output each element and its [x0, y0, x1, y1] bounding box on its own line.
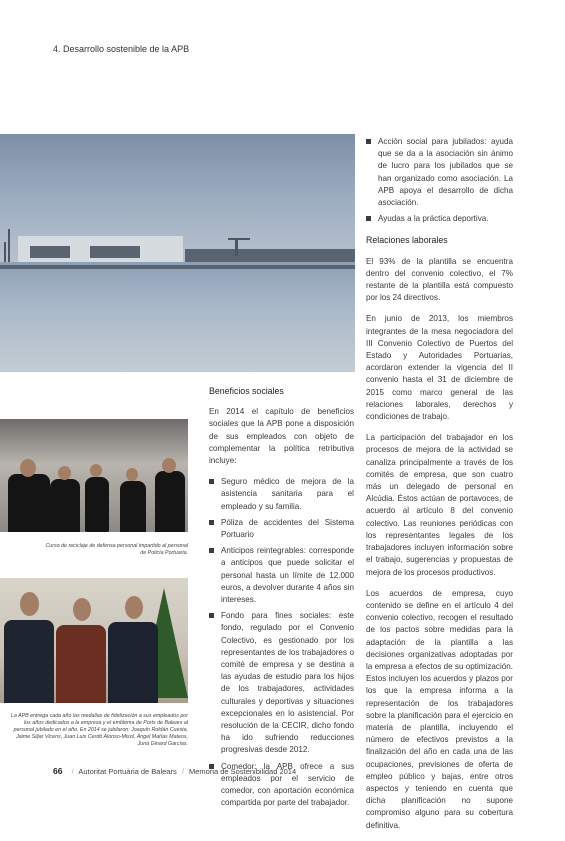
beneficios-heading: Beneficios sociales	[209, 386, 284, 396]
social-list	[366, 136, 513, 225]
harbor-photo	[0, 134, 355, 372]
paragraph: La participación del trabajador en los procesos de mejora de la actividad se canaliza principalmente a través de los comités de empresa, que son cuatro más un delegado de personal en Alcúdia. Éstos actúan de portavoces, de acuerdo al artículo 8 del convenio colectivo. Las reuniones periódicas con los representantes legales de los trabajadores incluyen información sobre el trabajo, sugerencias y propuestas de mejora de los procesos productivos.	[366, 433, 513, 577]
list-item: Acción social para jubilados: ayuda que se da a la asociación sin ánimo de lucro para los jubilados que se han organizado como asociación. La APB apoya el desarrollo de dicha asociación.	[366, 136, 513, 209]
bullet-square-icon	[366, 139, 371, 144]
relaciones-heading: Relaciones laborales	[366, 235, 448, 246]
list-item: Seguro médico de mejora de la asistencia sanitaria para el empleado y su familia.	[209, 476, 354, 513]
paragraph: En junio de 2013, los miembros integrantes de la mesa negociadora del III Convenio Colectivo de Puertos del Estado y Autoridades Portuarias, acordaron extender la vigencia del II convenio hasta el 31 de diciembre de 2015 como marco general de las relaciones laborales, derechos y condiciones de trabajo.	[366, 314, 513, 422]
list-item: Anticipos reintegrables: corresponde a anticipos que puede solicitar el personal hasta un límite de 12.000 euros, a devolver durante 4 años sin intereses.	[209, 545, 354, 606]
medal-caption: La APB entrega cada año las medallas de fidelización a sus empleados por los años dedicados a la empresa y el emblema de Ports de Balears al personal jubilado en el año. En 2014 se jubilaron: Joaquín Roldán Cuesta, Jaime Siljar Vicens, Juan Luis Cerdó Alonso-Misol, Ángel Matías Mateos, Juna Ginard Garcías.	[10, 713, 188, 747]
footer-separator: /	[71, 767, 74, 776]
list-item: Ayudas a la práctica deportiva.	[366, 213, 513, 225]
beneficios-column	[209, 385, 354, 819]
list-item: Fondo para fines sociales: este fondo, regulado por el Convenio Colectivo, es gestionado por los representantes de los trabajadores o comité de empresa y se destina a las ayudas de estudio para los hijos de los trabajadores, actividades culturales y deportivas y situaciones excepcionales en lo asistencial. Por resolución de la CECIR, dicho fondo ha ido sufriendo reducciones progresivas desde 2012.	[209, 610, 354, 756]
list-item: Comedor: la APB ofrece a sus empleados por el servicio de comedor, con aportación económica compartida por parte del trabajador.	[209, 761, 354, 810]
list-item: Póliza de accidentes del Sistema Portuario	[209, 517, 354, 541]
bullet-square-icon	[209, 548, 214, 553]
right-column	[366, 136, 513, 841]
footer-report: Memoria de Sostenibilidad 2014	[189, 767, 297, 776]
beneficios-list	[209, 476, 354, 809]
paragraph: El 93% de la plantilla se encuentra dentro del convenio colectivo, el 7% restante de la plantilla está compuesto por los 24 directivos.	[366, 256, 513, 303]
chapter-title: 4. Desarrollo sostenible de la APB	[53, 44, 190, 54]
bullet-square-icon	[209, 613, 214, 618]
self-defense-class-photo	[0, 419, 188, 532]
bullet-square-icon	[209, 479, 214, 484]
footer-separator: /	[181, 767, 184, 776]
classroom-caption: Curso de reciclaje de defensa personal impartido al personal de Policía Portuaria.	[45, 543, 188, 556]
page-footer	[53, 766, 296, 776]
beneficios-intro: En 2014 el capítulo de beneficios sociales que la APB pone a disposición de sus empleados con objeto de complementar la política retributiva incluye:	[209, 407, 354, 466]
footer-org: Autoritat Portuària de Balears	[78, 767, 177, 776]
medal-ceremony-photo	[0, 578, 188, 703]
bullet-square-icon	[209, 520, 214, 525]
page-number: 66	[53, 766, 63, 776]
paragraph: Los acuerdos de empresa, cuyo contenido se define en el artículo 4 del convenio colectivo, recogen el resultado de los pactos sobre medidas para la adaptación de la plantilla a las decisiones organizativas adoptadas por la empresa a efectos de su optimización. Estos incluyen los acuerdos y plazos por los que la empresa informa a la representación de los trabajadores sobre la planificación para el ejercicio en materia de plantilla, incluyendo el número de efectivos previstos a la finalización del año en cada una de las ocupaciones, previsiones de oferta de empleo público y bajas, entre otros aspectos y teniendo en cuenta que dicha planificación no supone compromiso alguno para su cobertura definitiva.	[366, 588, 513, 830]
bullet-square-icon	[366, 216, 371, 221]
